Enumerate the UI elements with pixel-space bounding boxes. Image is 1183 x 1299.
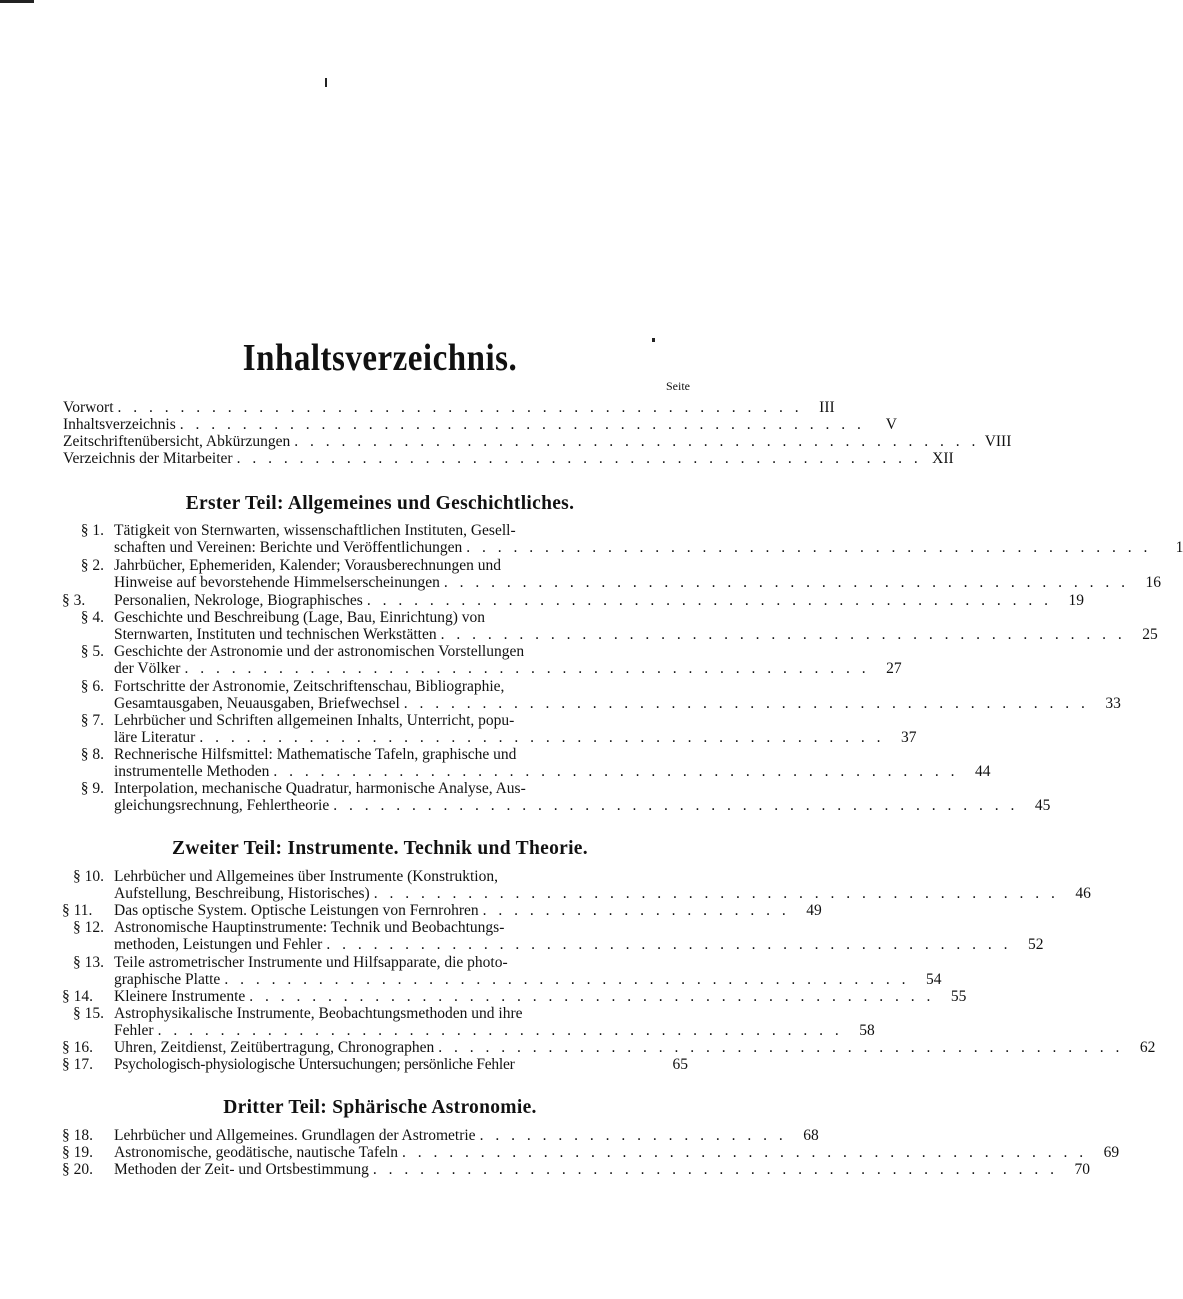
section-text: Rechnerische Hilfsmittel: Mathematische Tafeln, graphische und xyxy=(114,746,517,763)
section-number: § 11. xyxy=(62,902,93,919)
section-text: graphische Platte xyxy=(114,971,221,988)
section-page: 25 xyxy=(1142,626,1158,643)
section-text: Sternwarten, Instituten und technischen Werkstätten xyxy=(114,626,437,643)
dot-leader: . . . . . . . . . . . . . . . . . . . . . . . . . . . . . . . . . . . . . . . . . . . . xyxy=(403,695,1089,712)
section-text: Fortschritte der Astronomie, Zeitschriftenschau, Bibliographie, xyxy=(114,678,505,695)
section-line xyxy=(62,1056,688,1073)
section-line xyxy=(62,1161,1090,1178)
toc-entry xyxy=(63,399,835,416)
section-number: § 4. xyxy=(80,609,104,626)
section-number: § 10. xyxy=(73,868,104,885)
toc-entry-label: Inhaltsverzeichnis xyxy=(63,416,176,433)
part-heading: Erster Teil: Allgemeines und Geschichtliches. xyxy=(185,493,575,514)
section-line xyxy=(114,971,942,988)
section-number: § 15. xyxy=(73,1005,104,1022)
toc-entry xyxy=(63,450,954,467)
section-page: 19 xyxy=(1068,592,1084,609)
dot-leader: . . . . . . . . . . . . . . . . . . . . . . . . . . . . . . . . . . . . . . . . . . . . xyxy=(372,1161,1058,1178)
section-number: § 5. xyxy=(80,643,104,660)
section-number: § 14. xyxy=(62,988,93,1005)
section-page: 62 xyxy=(1139,1039,1156,1056)
section-line xyxy=(80,557,688,574)
dot-leader: . . . . . . . . . . . . . . . . . . . . . . . . . . . . . . . . . . . . . . . . . . . . xyxy=(199,729,885,746)
section-line xyxy=(114,763,991,780)
toc-entry-label: Verzeichnis der Mitarbeiter xyxy=(63,450,233,467)
section-line xyxy=(80,780,688,797)
dot-leader: . . . . . . . . . . . . . . . . . . . . . . . . . . . . . . . . . . . . . . . . . . . . xyxy=(333,797,1019,814)
section-number: § 12. xyxy=(73,919,104,936)
page-title: Inhaltsverzeichnis. xyxy=(242,338,518,380)
section-text: Kleinere Instrumente xyxy=(114,988,246,1005)
section-line xyxy=(62,1144,1120,1161)
section-text: schaften und Vereinen: Berichte und Veröffentlichungen xyxy=(114,539,463,556)
section-line xyxy=(80,712,688,729)
section-text: Jahrbücher, Ephemeriden, Kalender; Vorausberechnungen und xyxy=(114,557,502,574)
section-number: § 8. xyxy=(80,746,104,763)
section-number: § 17. xyxy=(62,1056,93,1073)
section-page: 37 xyxy=(900,729,917,746)
section-text: Lehrbücher und Allgemeines über Instrumente (Konstruktion, xyxy=(114,868,498,885)
section-page: 52 xyxy=(1027,936,1044,953)
dot-leader: . . . . . . . . . . . . . . . . . . . . xyxy=(482,902,790,919)
section-page: 69 xyxy=(1103,1144,1120,1161)
toc-entry-label: Vorwort xyxy=(63,399,114,416)
section-number: § 18. xyxy=(62,1127,93,1144)
section-number: § 1. xyxy=(80,522,104,539)
dot-leader: . . . . . . . . . . . . . . . . . . . . . . . . . . . . . . . . . . . . . . . . . . . . xyxy=(402,1144,1088,1161)
section-line xyxy=(114,729,917,746)
section-line xyxy=(80,609,688,626)
dot-leader: . . . . . . . . . . . . . . . . . . . . . . . . . . . . . . . . . . . . . . . . . . . . xyxy=(273,763,959,780)
section-text: Geschichte und Beschreibung (Lage, Bau, Einrichtung) von xyxy=(114,609,486,626)
section-text: Das optische System. Optische Leistungen von Fernrohren xyxy=(114,902,479,919)
section-number: § 7. xyxy=(80,712,104,729)
section-number: § 3. xyxy=(62,592,86,609)
dot-leader: . . . . . . . . . . . . . . . . . . . . . . . . . . . . . . . . . . . . . . . . . . . . xyxy=(294,433,980,450)
section-line xyxy=(114,660,902,677)
section-text: Uhren, Zeitdienst, Zeitübertragung, Chronographen xyxy=(114,1039,435,1056)
dot-leader: . . . . . . . . . . . . . . . . . . . . . . . . . . . . . . . . . . . . . . . . . . . . xyxy=(117,399,803,416)
section-line xyxy=(80,746,688,763)
section-page: 33 xyxy=(1105,695,1121,712)
dot-leader: . . . . . . . . . . . . . . . . . . . . . . . . . . . . . . . . . . . . . . . . . . . . xyxy=(326,936,1012,953)
dot-leader: . . . . . . . . . . . . . . . . . . . . . . . . . . . . . . . . . . . . . . . . . . . . xyxy=(224,971,910,988)
dot-leader: . . . . . . . . . . . . . . . . . . . . . . . . . . . . . . . . . . . . . . . . . . . . xyxy=(373,885,1059,902)
section-line xyxy=(80,643,688,660)
dot-leader: . . . . . . . . . . . . . . . . . . . . . . . . . . . . . . . . . . . . . . . . . . . . xyxy=(236,450,922,467)
dot-leader: . . . . . . . . . . . . . . . . . . . . . . . . . . . . . . . . . . . . . . . . . . . . xyxy=(184,660,870,677)
section-text: läre Literatur xyxy=(114,729,196,746)
dot-leader: . . . . . . . . . . . . . . . . . . . . . . . . . . . . . . . . . . . . . . . . . . . . xyxy=(438,1039,1124,1056)
section-page: 49 xyxy=(806,902,822,919)
section-text: Tätigkeit von Sternwarten, wissenschaftlichen Instituten, Gesell- xyxy=(114,522,516,539)
section-text: Aufstellung, Beschreibung, Historisches) xyxy=(114,885,370,902)
section-page: 70 xyxy=(1074,1161,1090,1178)
section-text: Methoden der Zeit- und Ortsbestimmung xyxy=(114,1161,369,1178)
section-line xyxy=(114,936,1044,953)
section-number: § 9. xyxy=(80,780,104,797)
section-line xyxy=(73,868,688,885)
print-speck xyxy=(325,78,327,87)
part-heading: Dritter Teil: Sphärische Astronomie. xyxy=(223,1097,537,1118)
section-line xyxy=(114,539,1183,556)
dot-leader: . . . . . . . . . . . . . . . . . . . . . . . . . . . . . . . . . . . . . . . . . . . . xyxy=(466,539,1152,556)
dot-leader: . . . . . . . . . . . . . . . . . . . . . . . . . . . . . . . . . . . . . . . . . . . . xyxy=(366,592,1052,609)
dot-leader: . . . . . . . . . . . . . . . . . . . . . . . . . . . . . . . . . . . . . . . . . . . . xyxy=(157,1022,843,1039)
toc-entry-page: III xyxy=(819,399,835,416)
section-text: Astronomische Hauptinstrumente: Technik und Beobachtungs- xyxy=(114,919,505,936)
dot-leader: . . . . . . . . . . . . . . . . . . . . . . . . . . . . . . . . . . . . . . . . . . . . xyxy=(443,574,1129,591)
section-line xyxy=(73,954,688,971)
section-page: 68 xyxy=(803,1127,819,1144)
section-text: methoden, Leistungen und Fehler xyxy=(114,936,323,953)
toc-entry-page: VIII xyxy=(984,433,1012,450)
section-line xyxy=(62,1039,1156,1056)
section-line xyxy=(114,885,1091,902)
section-number: § 19. xyxy=(62,1144,93,1161)
section-text: Interpolation, mechanische Quadratur, harmonische Analyse, Aus- xyxy=(114,780,526,797)
section-page: 58 xyxy=(859,1022,875,1039)
section-text: Hinweise auf bevorstehende Himmelserscheinungen xyxy=(114,574,440,591)
section-page: 27 xyxy=(886,660,902,677)
section-text: Teile astrometrischer Instrumente und Hilfsapparate, die photo- xyxy=(114,954,508,971)
section-text: der Völker xyxy=(114,660,181,677)
section-line xyxy=(114,626,1158,643)
section-text: Gesamtausgaben, Neuausgaben, Briefwechsel xyxy=(114,695,400,712)
section-text: Astronomische, geodätische, nautische Tafeln xyxy=(114,1144,399,1161)
section-page: 46 xyxy=(1075,885,1091,902)
part-heading: Zweiter Teil: Instrumente. Technik und Theorie. xyxy=(172,838,588,859)
section-number: § 16. xyxy=(62,1039,93,1056)
section-line xyxy=(62,1127,819,1144)
section-page: 54 xyxy=(925,971,942,988)
section-line xyxy=(114,1022,875,1039)
dot-leader: . . . . . . . . . . . . . . . . . . . . . . . . . . . . . . . . . . . . . . . . . . . . xyxy=(249,988,935,1005)
toc-entry xyxy=(63,416,897,433)
dot-leader: . . . . . . . . . . . . . . . . . . . . . . . . . . . . . . . . . . . . . . . . . . . . xyxy=(440,626,1126,643)
toc-entry-page: XII xyxy=(932,450,954,467)
section-number: § 20. xyxy=(62,1161,93,1178)
section-text: Fehler xyxy=(114,1022,154,1039)
section-page: 1 xyxy=(1175,539,1183,556)
section-text: Geschichte der Astronomie und der astronomischen Vorstellungen xyxy=(114,643,525,660)
toc-entry-label: Zeitschriftenübersicht, Abkürzungen xyxy=(63,433,291,450)
dot-leader: . . . . . . . . . . . . . . . . . . . . xyxy=(479,1127,787,1144)
section-line xyxy=(62,592,1084,609)
section-line xyxy=(62,902,822,919)
section-text: Psychologisch-physiologische Untersuchungen; persönliche Fehler xyxy=(114,1056,515,1073)
toc-entry-page: V xyxy=(885,416,897,433)
page-edge-mark xyxy=(0,0,34,3)
dot-leader: . . . . . . . . . . . . . . . . . . . . . . . . . . . . . . . . . . . . . . . . . . . . xyxy=(179,416,865,433)
section-number: § 6. xyxy=(80,678,104,695)
section-text: Lehrbücher und Allgemeines. Grundlagen der Astrometrie xyxy=(114,1127,476,1144)
section-line xyxy=(114,797,1051,814)
page-column-label: Seite xyxy=(666,379,690,393)
section-text: instrumentelle Methoden xyxy=(114,763,270,780)
section-number: § 13. xyxy=(73,954,104,971)
section-page: 65 xyxy=(672,1056,688,1073)
section-line xyxy=(114,695,1121,712)
toc-entry xyxy=(63,433,1012,450)
section-line xyxy=(114,574,1161,591)
section-page: 45 xyxy=(1034,797,1051,814)
section-page: 16 xyxy=(1145,574,1161,591)
section-line xyxy=(80,678,688,695)
section-text: Lehrbücher und Schriften allgemeinen Inhalts, Unterricht, popu- xyxy=(114,712,515,729)
section-number: § 2. xyxy=(80,557,104,574)
section-line xyxy=(62,988,967,1005)
section-page: 55 xyxy=(950,988,967,1005)
section-page: 44 xyxy=(975,763,991,780)
section-text: Personalien, Nekrologe, Biographisches xyxy=(114,592,363,609)
section-text: Astrophysikalische Instrumente, Beobachtungsmethoden und ihre xyxy=(114,1005,523,1022)
section-text: gleichungsrechnung, Fehlertheorie xyxy=(114,797,330,814)
section-line xyxy=(73,1005,688,1022)
section-line xyxy=(80,522,688,539)
section-line xyxy=(73,919,688,936)
